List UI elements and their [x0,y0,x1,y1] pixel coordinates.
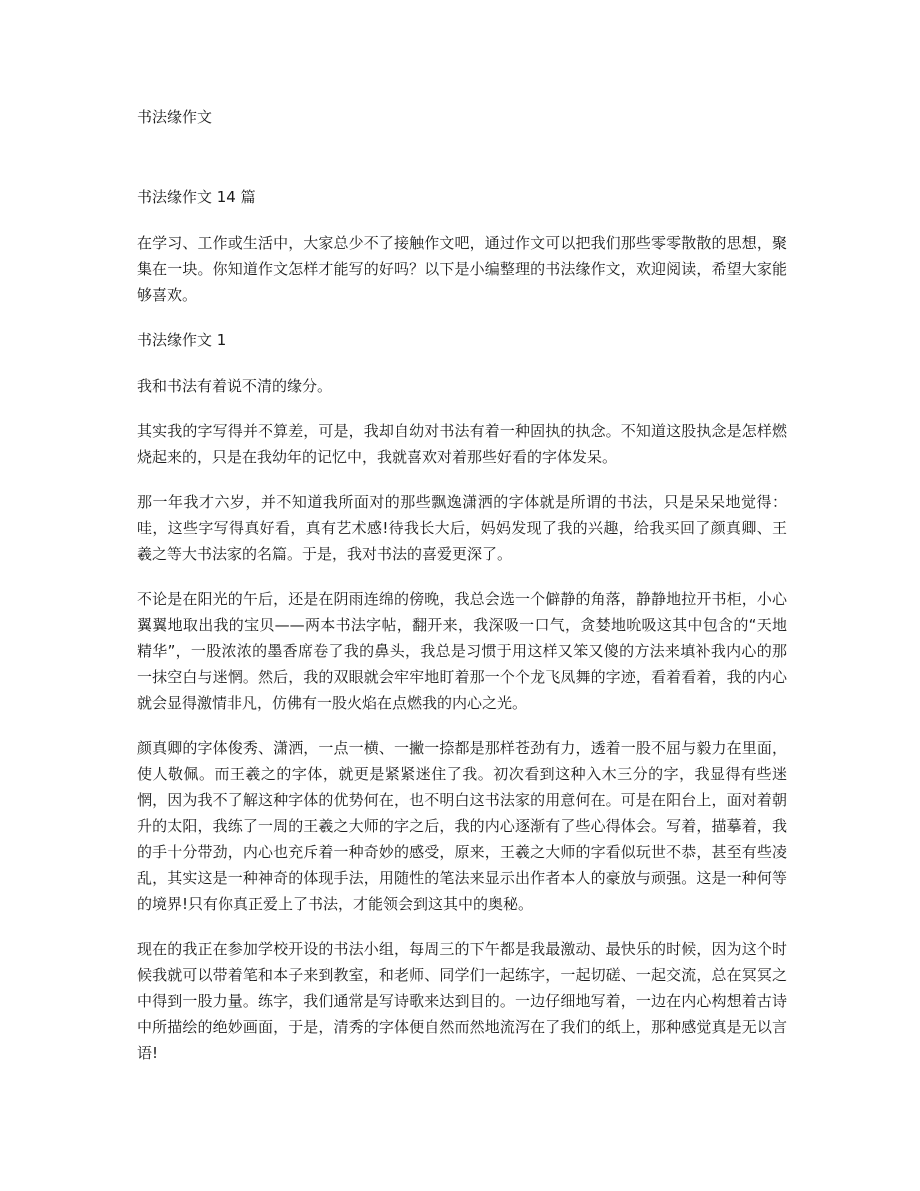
document-title: 书法缘作文 [137,108,213,126]
body-paragraph-1: 我和书法有着说不清的缘分。 [137,377,333,395]
document-subtitle: 书法缘作文 14 篇 [137,188,256,206]
intro-paragraph: 在学习、工作或生活中，大家总少不了接触作文吧，通过作文可以把我们那些零零散散的思想，聚集在一块。你知道作文怎样才能写的好吗？以下是小编整理的书法缘作文，欢迎阅读，希望大家能够喜欢。 [137,234,787,304]
body-paragraph-4: 不论是在阳光的午后，还是在阴雨连绵的傍晚，我总会选一个僻静的角落，静静地拉开书柜，小心翼翼地取出我的宝贝——两本书法字帖，翻开来，我深吸一口气，贪婪地吮吸这其中包含的“天地精华”，一股浓浓的墨香席卷了我的鼻头，我总是习惯于用这样又笨又傻的方法来填补我内心的那一抹空白与迷惘。然后，我的双眼就会牢牢地盯着那一个个龙飞凤舞的字迹，看着看着，我的内心就会显得激情非凡，仿佛有一股火焰在点燃我的内心之光。 [137,590,787,712]
document-body [137,184,787,1085]
body-paragraph-2: 其实我的字写得并不算差，可是，我却自幼对书法有着一种固执的执念。不知道这股执念是怎样燃烧起来的，只是在我幼年的记忆中，我就喜欢对着那些好看的字体发呆。 [137,422,787,466]
section-heading: 书法缘作文 1 [137,331,227,349]
body-paragraph-6: 现在的我正在参加学校开设的书法小组，每周三的下午都是我最激动、最快乐的时候，因为这个时候我就可以带着笔和本子来到教室，和老师、同学们一起练字，一起切磋、一起交流，总在冥冥之中得到一股力量。练字，我们通常是写诗歌来达到目的。一边仔细地写着，一边在内心构想着古诗中所描绘的绝妙画面，于是，清秀的字体便自然而然地流泻在了我们的纸上，那种感觉真是无以言语! [137,940,787,1062]
body-paragraph-3: 那一年我才六岁，并不知道我所面对的那些飘逸潇洒的字体就是所谓的书法，只是呆呆地觉得：哇，这些字写得真好看，真有艺术感!待我长大后，妈妈发现了我的兴趣，给我买回了颜真卿、王羲之等大书法家的名篇。于是，我对书法的喜爱更深了。 [137,493,787,563]
body-paragraph-5: 颜真卿的字体俊秀、潇洒，一点一横、一撇一捺都是那样苍劲有力，透着一股不屈与毅力在里面，使人敬佩。而王羲之的字体，就更是紧紧迷住了我。初次看到这种入木三分的字，我显得有些迷惘，因为我不了解这种字体的优势何在，也不明白这书法家的用意何在。可是在阳台上，面对着朝升的太阳，我练了一周的王羲之大师的字之后，我的内心逐渐有了些心得体会。写着，描摹着，我的手十分带劲，内心也充斥着一种奇妙的感受，原来，王羲之大师的字看似玩世不恭，甚至有些凌乱，其实这是一种神奇的体现手法，用随性的笔法来显示出作者本人的豪放与顽强。这是一种何等的境界!只有你真正爱上了书法，才能领会到这其中的奥秘。 [137,739,787,913]
